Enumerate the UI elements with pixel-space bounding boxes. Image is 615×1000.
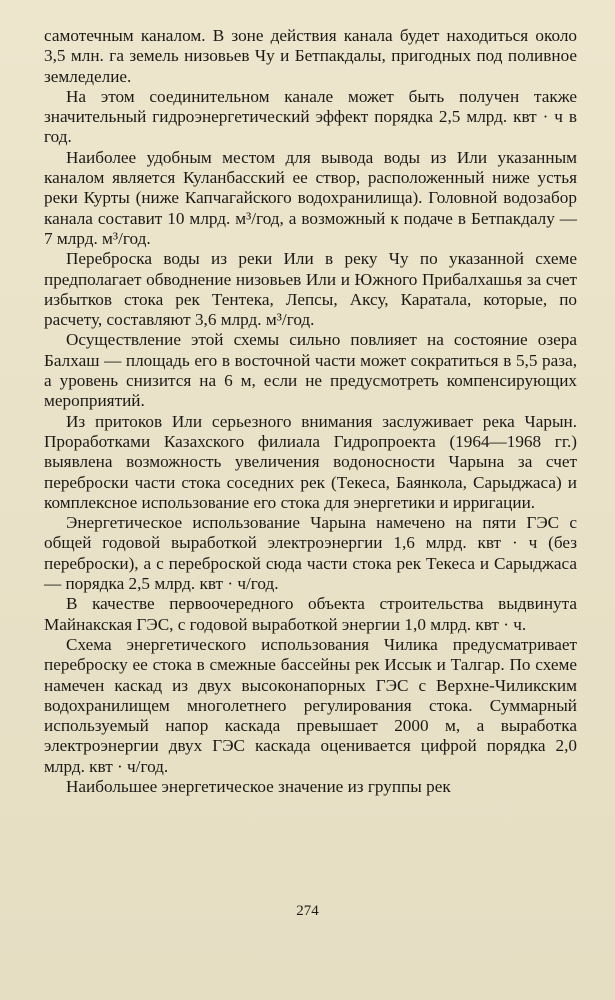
paragraph: Наибольшее энергетическое значение из группы рек — [66, 776, 451, 796]
paragraph: Переброска воды из реки Или в реку Чу по указанной схеме предполагает обводнение низовьев Или и Южного Прибалхашья за счет избытков стока рек Тентека, Лепсы, Аксу, Каратала, которые, по расчету, составляют 3,6 млрд. м³/год. — [44, 249, 577, 330]
paragraph: Схема энергетического использования Чилика предусматривает переброску ее стока в смежные бассейны рек Иссык и Талгар. По схеме намечен каскад из двух высоконапорных ГЭС с Верхне-Чиликским водохранилищем многолетнего регулирования стока. Суммарный используемый напор каскада превышает 2000 м, а выработка электроэнергии двух ГЭС каскада оценивается цифрой порядка 2,0 млрд. квт · ч/год. — [44, 634, 577, 776]
paragraph: Осуществление этой схемы сильно повлияет на состояние озера Балхаш — площадь его в восточной части может сократиться в 5,5 раза, а уровень снизится на 6 м, если не предусмотреть компенсирующих мероприятий. — [44, 330, 577, 411]
paragraph: Из притоков Или серьезного внимания заслуживает река Чарын. Проработками Казахского филиала Гидропроекта (1964—1968 гг.) выявлена возможность увеличения водоносности Чарына за счет переброски части стока соседних рек (Текеса, Баянкола, Сарыджаса) и комплексное использование его стока для энергетики и ирригации. — [44, 411, 577, 512]
page-number: 274 — [296, 903, 319, 919]
paragraph: Наиболее удобным местом для вывода воды из Или указанным каналом является Куланбасский ее створ, расположенный ниже устья реки Курты (ниже Капчагайского водохранилища). Головной водозабор канала составит 10 млрд. м³/год, а возможный к подаче в Бетпакдалу — 7 млрд. м³/год. — [44, 147, 577, 248]
paragraph: В качестве первоочередного объекта строительства выдвинута Майнакская ГЭС, с годовой выработкой энергии 1,0 млрд. квт · ч. — [44, 594, 577, 634]
paragraph: Энергетическое использование Чарына намечено на пяти ГЭС с общей годовой выработкой электроэнергии 1,6 млрд. квт · ч (без переброски), а с переброской сюда части стока рек Текеса и Сарыджаса — порядка 2,5 млрд. квт · ч/год. — [44, 513, 577, 594]
body-text — [44, 26, 577, 797]
paragraph-continued: самотечным каналом. В зоне действия канала будет находиться около 3,5 млн. га земель низовьев Чу и Бетпакдалы, пригодных под поливное земледелие. — [44, 26, 577, 86]
paragraph: На этом соединительном канале может быть получен также значительный гидроэнергетический эффект порядка 2,5 млрд. квт · ч в год. — [44, 86, 577, 147]
